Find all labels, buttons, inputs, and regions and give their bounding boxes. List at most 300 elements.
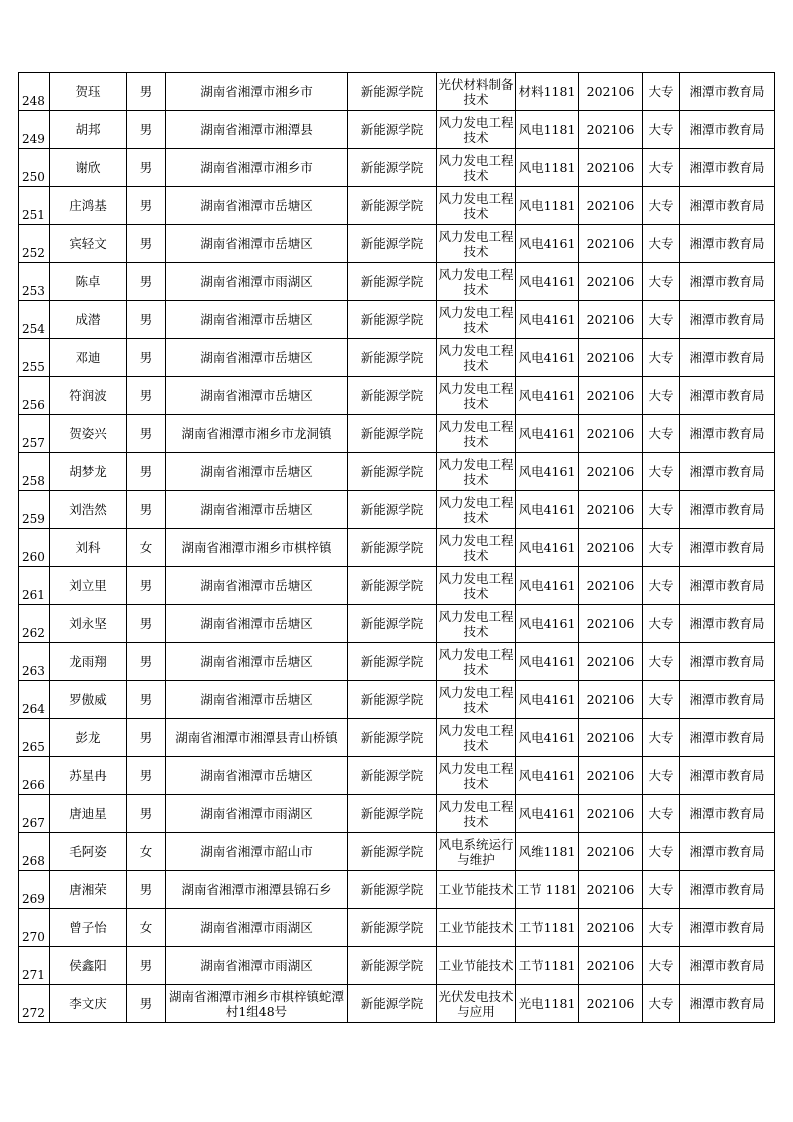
class-code-cell: [516, 339, 579, 377]
graduation-date-cell: [579, 225, 643, 263]
gender: 男: [139, 996, 153, 1011]
college: 新能源学院: [360, 806, 424, 821]
education-level-cell: [643, 529, 680, 567]
education-bureau-cell: [680, 453, 775, 491]
education-bureau-cell: [680, 149, 775, 187]
row-number-cell: [19, 149, 50, 187]
home-address-cell: [166, 225, 348, 263]
student-name: 唐湘荣: [69, 882, 107, 897]
class-code-cell: [516, 529, 579, 567]
college-cell: [348, 643, 437, 681]
major-cell: [437, 453, 516, 491]
class-code-cell: [516, 909, 579, 947]
college: 新能源学院: [360, 768, 424, 783]
class-code: 风电1181: [518, 160, 576, 175]
college: 新能源学院: [360, 958, 424, 973]
major-cell: [437, 757, 516, 795]
major-cell: [437, 605, 516, 643]
education-bureau: 湘潭市教育局: [689, 464, 765, 479]
graduation-date-cell: [579, 909, 643, 947]
student-name-cell: [50, 415, 127, 453]
education-bureau-cell: [680, 605, 775, 643]
college: 新能源学院: [360, 882, 424, 897]
education-bureau-cell: [680, 909, 775, 947]
major-cell: [437, 985, 516, 1023]
gender: 男: [139, 198, 153, 213]
gender-cell: [127, 111, 166, 149]
college-cell: [348, 415, 437, 453]
graduation-date: 202106: [586, 236, 635, 251]
education-level: 大专: [648, 540, 674, 555]
class-code: 风电4161: [518, 730, 576, 745]
education-bureau: 湘潭市教育局: [689, 84, 765, 99]
college: 新能源学院: [360, 122, 424, 137]
major: 工业节能技术: [438, 920, 514, 935]
education-level: 大专: [648, 616, 674, 631]
graduation-date-cell: [579, 377, 643, 415]
education-level: 大专: [648, 996, 674, 1011]
graduation-date: 202106: [586, 502, 635, 517]
college: 新能源学院: [360, 236, 424, 251]
home-address: 湖南省湘潭市岳塘区: [200, 578, 313, 593]
major: 风力发电工程技术: [438, 684, 514, 715]
major-cell: [437, 567, 516, 605]
education-bureau-cell: [680, 339, 775, 377]
college-cell: [348, 263, 437, 301]
home-address-cell: [166, 453, 348, 491]
table-row: [19, 795, 775, 833]
college-cell: [348, 947, 437, 985]
education-level-cell: [643, 757, 680, 795]
graduation-date-cell: [579, 491, 643, 529]
education-level: 大专: [648, 844, 674, 859]
education-level: 大专: [648, 236, 674, 251]
home-address: 湖南省湘潭市湘潭县锦石乡: [181, 882, 332, 897]
college: 新能源学院: [360, 198, 424, 213]
student-name-cell: [50, 605, 127, 643]
education-bureau-cell: [680, 225, 775, 263]
gender: 女: [139, 920, 153, 935]
graduation-date: 202106: [586, 768, 635, 783]
education-bureau-cell: [680, 415, 775, 453]
student-name: 刘立里: [69, 578, 107, 593]
row-number-cell: [19, 377, 50, 415]
education-bureau: 湘潭市教育局: [689, 540, 765, 555]
education-level: 大专: [648, 920, 674, 935]
graduation-date-cell: [579, 947, 643, 985]
class-code-cell: [516, 491, 579, 529]
student-name-cell: [50, 909, 127, 947]
college: 新能源学院: [360, 388, 424, 403]
class-code-cell: [516, 301, 579, 339]
home-address-cell: [166, 339, 348, 377]
student-name-cell: [50, 301, 127, 339]
home-address-cell: [166, 985, 348, 1023]
class-code: 材料1181: [518, 84, 576, 99]
major: 风力发电工程技术: [438, 114, 514, 145]
education-level-cell: [643, 985, 680, 1023]
home-address-cell: [166, 795, 348, 833]
college-cell: [348, 377, 437, 415]
table-row: [19, 833, 775, 871]
row-number: 257: [22, 436, 45, 450]
major-cell: [437, 225, 516, 263]
education-level: 大专: [648, 882, 674, 897]
student-name: 胡梦龙: [69, 464, 107, 479]
education-bureau-cell: [680, 73, 775, 111]
education-level: 大专: [648, 958, 674, 973]
education-bureau: 湘潭市教育局: [689, 996, 765, 1011]
education-bureau-cell: [680, 529, 775, 567]
education-bureau: 湘潭市教育局: [689, 502, 765, 517]
education-level: 大专: [648, 388, 674, 403]
major: 工业节能技术: [438, 958, 514, 973]
major-cell: [437, 377, 516, 415]
row-number: 269: [22, 892, 45, 906]
education-bureau-cell: [680, 187, 775, 225]
class-code-cell: [516, 73, 579, 111]
college: 新能源学院: [360, 274, 424, 289]
table-row: [19, 111, 775, 149]
education-bureau: 湘潭市教育局: [689, 882, 765, 897]
class-code-cell: [516, 225, 579, 263]
student-name: 庄鸿基: [69, 198, 107, 213]
home-address: 湖南省湘潭市韶山市: [200, 844, 313, 859]
student-name: 陈卓: [75, 274, 101, 289]
education-level-cell: [643, 871, 680, 909]
education-bureau: 湘潭市教育局: [689, 350, 765, 365]
home-address-cell: [166, 605, 348, 643]
education-bureau-cell: [680, 377, 775, 415]
table-row: [19, 149, 775, 187]
student-name: 李文庆: [69, 996, 107, 1011]
student-name: 宾轻文: [69, 236, 107, 251]
education-level-cell: [643, 149, 680, 187]
major-cell: [437, 871, 516, 909]
home-address-cell: [166, 947, 348, 985]
class-code-cell: [516, 871, 579, 909]
row-number: 259: [22, 512, 45, 526]
class-code: 风电4161: [518, 426, 576, 441]
gender-cell: [127, 681, 166, 719]
gender: 男: [139, 882, 153, 897]
college: 新能源学院: [360, 692, 424, 707]
table-row: [19, 605, 775, 643]
gender: 男: [139, 236, 153, 251]
education-level: 大专: [648, 806, 674, 821]
college-cell: [348, 757, 437, 795]
graduation-date: 202106: [586, 654, 635, 669]
row-number-cell: [19, 681, 50, 719]
gender: 男: [139, 692, 153, 707]
college-cell: [348, 681, 437, 719]
education-bureau-cell: [680, 643, 775, 681]
student-name: 毛阿姿: [69, 844, 107, 859]
graduation-date: 202106: [586, 350, 635, 365]
college-cell: [348, 225, 437, 263]
row-number: 253: [22, 284, 45, 298]
major-cell: [437, 339, 516, 377]
education-level: 大专: [648, 160, 674, 175]
home-address-cell: [166, 909, 348, 947]
student-name-cell: [50, 225, 127, 263]
row-number: 251: [22, 208, 45, 222]
gender-cell: [127, 415, 166, 453]
gender-cell: [127, 149, 166, 187]
college: 新能源学院: [360, 502, 424, 517]
college: 新能源学院: [360, 920, 424, 935]
home-address: 湖南省湘潭市湘乡市棋梓镇: [181, 540, 332, 555]
education-level-cell: [643, 339, 680, 377]
major-cell: [437, 415, 516, 453]
education-level: 大专: [648, 502, 674, 517]
education-bureau-cell: [680, 263, 775, 301]
class-code: 风电1181: [518, 198, 576, 213]
gender-cell: [127, 605, 166, 643]
major-cell: [437, 263, 516, 301]
class-code-cell: [516, 263, 579, 301]
major-cell: [437, 491, 516, 529]
education-level-cell: [643, 909, 680, 947]
education-bureau-cell: [680, 681, 775, 719]
major: 风力发电工程技术: [438, 722, 514, 753]
education-level-cell: [643, 605, 680, 643]
education-level: 大专: [648, 692, 674, 707]
class-code: 工节1181: [518, 958, 576, 973]
home-address: 湖南省湘潭市湘潭县青山桥镇: [175, 730, 338, 745]
home-address-cell: [166, 643, 348, 681]
row-number: 270: [22, 930, 45, 944]
class-code: 风电4161: [518, 274, 576, 289]
gender: 男: [139, 464, 153, 479]
graduation-date-cell: [579, 301, 643, 339]
college-cell: [348, 491, 437, 529]
table-row: [19, 491, 775, 529]
home-address: 湖南省湘潭市岳塘区: [200, 616, 313, 631]
college: 新能源学院: [360, 730, 424, 745]
class-code: 风电4161: [518, 616, 576, 631]
home-address: 湖南省湘潭市湘乡市: [200, 160, 313, 175]
student-name: 罗傲威: [69, 692, 107, 707]
table-row: [19, 567, 775, 605]
education-level: 大专: [648, 578, 674, 593]
home-address-cell: [166, 415, 348, 453]
graduation-date: 202106: [586, 996, 635, 1011]
education-level: 大专: [648, 312, 674, 327]
major: 风力发电工程技术: [438, 190, 514, 221]
education-level: 大专: [648, 426, 674, 441]
home-address: 湖南省湘潭市湘潭县: [200, 122, 313, 137]
home-address: 湖南省湘潭市岳塘区: [200, 502, 313, 517]
row-number: 264: [22, 702, 45, 716]
student-name-cell: [50, 985, 127, 1023]
home-address-cell: [166, 187, 348, 225]
gender: 男: [139, 350, 153, 365]
college: 新能源学院: [360, 996, 424, 1011]
graduation-date: 202106: [586, 198, 635, 213]
student-name: 龙雨翔: [69, 654, 107, 669]
college: 新能源学院: [360, 654, 424, 669]
row-number: 262: [22, 626, 45, 640]
education-level-cell: [643, 947, 680, 985]
home-address-cell: [166, 149, 348, 187]
education-bureau-cell: [680, 871, 775, 909]
major-cell: [437, 681, 516, 719]
class-code: 风电4161: [518, 768, 576, 783]
gender: 男: [139, 730, 153, 745]
college: 新能源学院: [360, 464, 424, 479]
graduation-date: 202106: [586, 84, 635, 99]
gender-cell: [127, 947, 166, 985]
row-number: 271: [22, 968, 45, 982]
education-level-cell: [643, 73, 680, 111]
major-cell: [437, 947, 516, 985]
student-name-cell: [50, 567, 127, 605]
graduation-date-cell: [579, 567, 643, 605]
college: 新能源学院: [360, 540, 424, 555]
graduation-date-cell: [579, 111, 643, 149]
home-address-cell: [166, 719, 348, 757]
major: 风力发电工程技术: [438, 266, 514, 297]
table-row: [19, 909, 775, 947]
home-address: 湖南省湘潭市雨湖区: [200, 958, 313, 973]
row-number-cell: [19, 719, 50, 757]
education-bureau: 湘潭市教育局: [689, 388, 765, 403]
table-row: [19, 339, 775, 377]
graduation-date: 202106: [586, 920, 635, 935]
table-row: [19, 225, 775, 263]
education-bureau-cell: [680, 567, 775, 605]
college-cell: [348, 73, 437, 111]
major: 风力发电工程技术: [438, 608, 514, 639]
row-number-cell: [19, 187, 50, 225]
student-name: 刘浩然: [69, 502, 107, 517]
gender: 男: [139, 388, 153, 403]
education-bureau-cell: [680, 491, 775, 529]
education-bureau-cell: [680, 301, 775, 339]
graduation-date: 202106: [586, 312, 635, 327]
table-row: [19, 529, 775, 567]
education-bureau: 湘潭市教育局: [689, 122, 765, 137]
home-address-cell: [166, 301, 348, 339]
college: 新能源学院: [360, 350, 424, 365]
student-name: 谢欣: [75, 160, 101, 175]
row-number-cell: [19, 529, 50, 567]
college-cell: [348, 871, 437, 909]
table-row: [19, 719, 775, 757]
graduation-date-cell: [579, 605, 643, 643]
graduation-date-cell: [579, 73, 643, 111]
class-code-cell: [516, 681, 579, 719]
gender: 男: [139, 84, 153, 99]
major: 风力发电工程技术: [438, 228, 514, 259]
education-level-cell: [643, 415, 680, 453]
education-bureau: 湘潭市教育局: [689, 198, 765, 213]
major: 风力发电工程技术: [438, 152, 514, 183]
gender: 男: [139, 426, 153, 441]
major: 风力发电工程技术: [438, 342, 514, 373]
class-code-cell: [516, 567, 579, 605]
student-name-cell: [50, 757, 127, 795]
student-name-cell: [50, 681, 127, 719]
table-row: [19, 377, 775, 415]
education-bureau: 湘潭市教育局: [689, 920, 765, 935]
graduation-date-cell: [579, 187, 643, 225]
graduation-date-cell: [579, 415, 643, 453]
home-address-cell: [166, 681, 348, 719]
major: 工业节能技术: [438, 882, 514, 897]
student-name-cell: [50, 453, 127, 491]
graduation-date-cell: [579, 263, 643, 301]
home-address-cell: [166, 263, 348, 301]
row-number-cell: [19, 909, 50, 947]
education-bureau: 湘潭市教育局: [689, 616, 765, 631]
college: 新能源学院: [360, 84, 424, 99]
row-number-cell: [19, 605, 50, 643]
major-cell: [437, 833, 516, 871]
home-address: 湖南省湘潭市岳塘区: [200, 464, 313, 479]
home-address: 湖南省湘潭市岳塘区: [200, 312, 313, 327]
major: 风力发电工程技术: [438, 532, 514, 563]
class-code: 风电4161: [518, 464, 576, 479]
education-level: 大专: [648, 730, 674, 745]
college-cell: [348, 339, 437, 377]
college-cell: [348, 529, 437, 567]
education-bureau: 湘潭市教育局: [689, 312, 765, 327]
row-number-cell: [19, 757, 50, 795]
home-address: 湖南省湘潭市湘乡市棋梓镇蛇潭村1组48号: [168, 988, 344, 1019]
class-code: 风电4161: [518, 540, 576, 555]
class-code: 风电4161: [518, 692, 576, 707]
graduation-date: 202106: [586, 692, 635, 707]
table-row: [19, 985, 775, 1023]
row-number: 254: [22, 322, 45, 336]
education-bureau: 湘潭市教育局: [689, 768, 765, 783]
gender-cell: [127, 377, 166, 415]
row-number-cell: [19, 73, 50, 111]
row-number: 258: [22, 474, 45, 488]
class-code: 工节1181: [518, 920, 576, 935]
student-name-cell: [50, 377, 127, 415]
class-code: 光电1181: [518, 996, 576, 1011]
education-level-cell: [643, 681, 680, 719]
education-level-cell: [643, 795, 680, 833]
student-name-cell: [50, 491, 127, 529]
college-cell: [348, 605, 437, 643]
class-code-cell: [516, 149, 579, 187]
gender: 男: [139, 958, 153, 973]
college: 新能源学院: [360, 844, 424, 859]
student-name-cell: [50, 795, 127, 833]
class-code-cell: [516, 187, 579, 225]
class-code-cell: [516, 719, 579, 757]
education-bureau: 湘潭市教育局: [689, 806, 765, 821]
student-name-cell: [50, 719, 127, 757]
education-level-cell: [643, 111, 680, 149]
home-address: 湖南省湘潭市湘乡市: [200, 84, 313, 99]
row-number-cell: [19, 643, 50, 681]
class-code-cell: [516, 111, 579, 149]
home-address: 湖南省湘潭市雨湖区: [200, 274, 313, 289]
class-code: 风电4161: [518, 502, 576, 517]
gender: 男: [139, 312, 153, 327]
home-address-cell: [166, 757, 348, 795]
table-row: [19, 301, 775, 339]
row-number: 266: [22, 778, 45, 792]
major: 风力发电工程技术: [438, 418, 514, 449]
row-number: 268: [22, 854, 45, 868]
row-number: 272: [22, 1006, 45, 1020]
